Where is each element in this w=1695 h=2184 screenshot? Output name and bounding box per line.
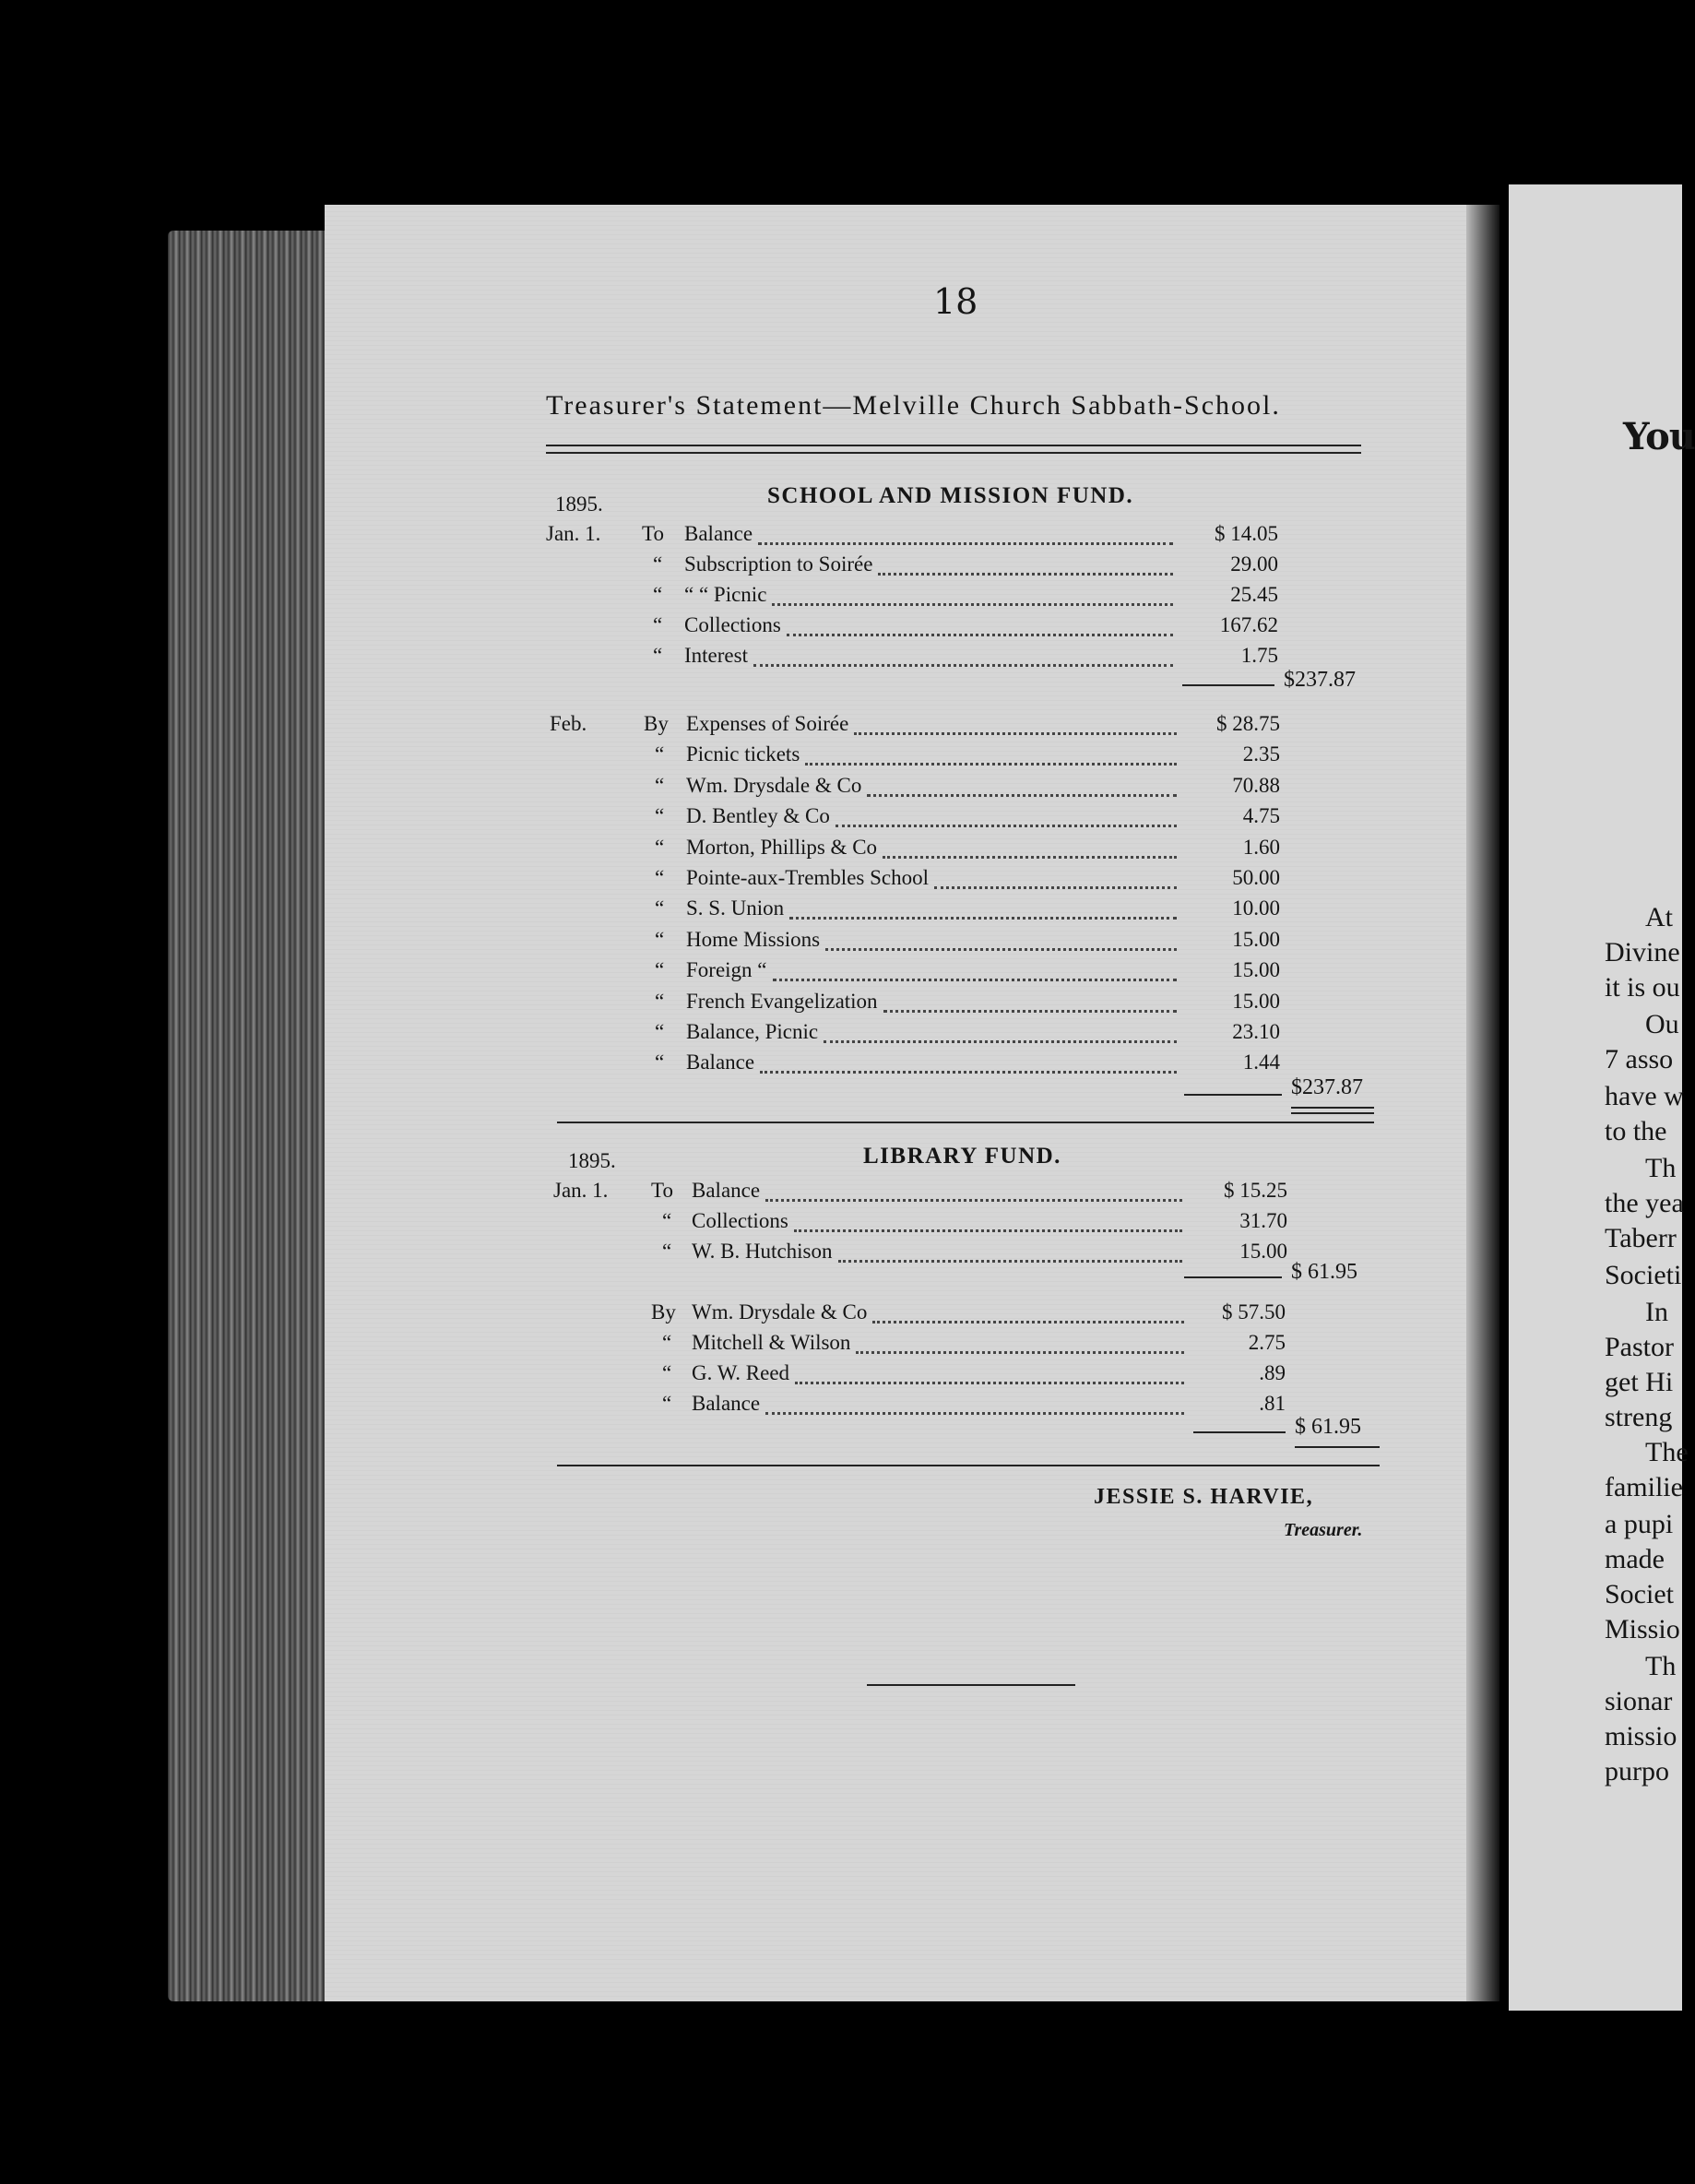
ledger-prefix: “ [655, 1020, 665, 1043]
ledger-leader-dots [838, 1260, 1183, 1263]
facing-page-line: familie [1605, 1472, 1683, 1502]
ledger-amount: 70.88 [1232, 773, 1280, 797]
ledger-prefix: “ [655, 896, 665, 920]
ledger-amount: 29.00 [1230, 552, 1278, 576]
ledger-leader-dots [787, 634, 1173, 636]
school-receipts-total: $237.87 [1284, 668, 1356, 692]
school-total-double-rule-1 [1291, 1107, 1374, 1109]
facing-page-line: Societ [1605, 1579, 1674, 1609]
ledger-leader-dots [825, 948, 1177, 951]
facing-page-line: At [1645, 902, 1673, 932]
ledger-leader-dots [934, 886, 1177, 889]
ledger-label: Wm. Drysdale & Co [692, 1300, 868, 1323]
section-divider [557, 1122, 1374, 1123]
ledger-leader-dots [765, 1199, 1182, 1202]
ledger-label: Home Missions [686, 927, 821, 951]
ledger-amount: 25.45 [1230, 583, 1278, 606]
school-payments-total: $237.87 [1291, 1075, 1363, 1099]
ledger-leader-dots [824, 1040, 1177, 1043]
ledger-amount: 15.00 [1232, 927, 1280, 951]
facing-page-line: to the [1605, 1116, 1667, 1146]
ledger-row [0, 836, 1682, 867]
ledger-row [0, 866, 1682, 897]
library-receipts-total-rule [1184, 1276, 1282, 1278]
ledger-prefix: “ [655, 958, 665, 982]
library-payments-total: $ 61.95 [1295, 1415, 1361, 1439]
ledger-label: Balance [692, 1392, 761, 1415]
ledger-leader-dots [883, 856, 1177, 859]
ledger-leader-dots [758, 542, 1173, 545]
facing-page-line: purpo [1605, 1756, 1669, 1786]
ledger-prefix: By [644, 712, 669, 735]
facing-page-line: Pastor [1605, 1332, 1674, 1362]
facing-page [1509, 184, 1695, 2011]
ledger-date: Feb. [550, 712, 587, 735]
facing-page-header: You [1623, 415, 1695, 458]
ledger-leader-dots [765, 1412, 1184, 1415]
ledger-amount: .81 [1259, 1392, 1286, 1415]
ledger-row [0, 1240, 1682, 1271]
ledger-leader-dots [878, 573, 1173, 576]
ledger-prefix: “ [655, 866, 665, 889]
ledger-amount: 15.00 [1232, 989, 1280, 1013]
ledger-leader-dots [772, 603, 1173, 606]
ledger-prefix: “ [655, 927, 665, 951]
book-page-edges [168, 231, 338, 2001]
ledger-row [0, 552, 1682, 584]
ledger-amount: 1.44 [1242, 1050, 1280, 1074]
ledger-label: W. B. Hutchison [692, 1240, 833, 1263]
page-number: 18 [933, 281, 978, 322]
library-receipts-total: $ 61.95 [1291, 1260, 1357, 1284]
library-end-rule [557, 1465, 1380, 1466]
facing-page-line: missio [1605, 1721, 1677, 1751]
ledger-amount: .89 [1259, 1361, 1286, 1384]
treasurer-name: JESSIE S. HARVIE, [1094, 1485, 1314, 1509]
ledger-label: S. S. Union [686, 896, 785, 920]
ledger-row [0, 1300, 1682, 1332]
facing-page-line: 7 asso [1605, 1044, 1674, 1074]
ledger-label: D. Bentley & Co [686, 804, 830, 828]
treasurer-title: Treasurer. [1284, 1520, 1363, 1540]
ledger-row [0, 928, 1682, 959]
ledger-row [0, 1050, 1682, 1082]
ledger-amount: 15.00 [1232, 958, 1280, 982]
ledger-row [0, 1392, 1682, 1423]
ledger-prefix: To [642, 522, 664, 545]
ledger-label: Wm. Drysdale & Co [686, 773, 862, 797]
ledger-prefix: “ [662, 1209, 672, 1232]
ledger-row [0, 1361, 1682, 1393]
ledger-row [0, 583, 1682, 614]
ledger-amount: 1.75 [1240, 644, 1278, 667]
closing-rule [867, 1684, 1075, 1686]
facing-page-line: a pupi [1605, 1509, 1674, 1539]
ledger-prefix: “ [655, 773, 665, 797]
ledger-leader-dots [856, 1351, 1184, 1354]
ledger-leader-dots [760, 1071, 1177, 1074]
ledger-prefix: “ [655, 742, 665, 766]
ledger-label: “ “ Picnic [684, 583, 767, 606]
ledger-amount: $ 15.25 [1224, 1179, 1287, 1202]
ledger-prefix: “ [662, 1361, 672, 1384]
ledger-amount: 1.60 [1242, 835, 1280, 859]
facing-page-line: made [1605, 1544, 1665, 1574]
facing-page-line: Societi [1605, 1260, 1682, 1290]
ledger-row [0, 804, 1682, 836]
library-total-double-rule-1 [1295, 1446, 1380, 1448]
ledger-row [0, 644, 1682, 675]
title-part-2: Melville Church Sabbath-School. [852, 390, 1281, 421]
ledger-label: Mitchell & Wilson [692, 1331, 851, 1354]
ledger-prefix: “ [662, 1240, 672, 1263]
ledger-amount: $ 14.05 [1215, 522, 1278, 545]
facing-page-line: Th [1645, 1651, 1677, 1681]
ledger-label: Balance [684, 522, 753, 545]
ledger-label: Subscription to Soirée [684, 552, 873, 576]
facing-page-line: In [1645, 1297, 1668, 1327]
ledger-row [0, 1331, 1682, 1362]
facing-page-line: have w [1605, 1081, 1684, 1111]
ledger-row [0, 1209, 1682, 1240]
ledger-leader-dots [854, 732, 1177, 735]
ledger-prefix: “ [655, 989, 665, 1013]
ledger-label: Balance, Picnic [686, 1020, 819, 1043]
facing-page-line: Ou [1645, 1009, 1679, 1039]
ledger-label: Pointe-aux-Trembles School [686, 866, 929, 889]
ledger-amount: 23.10 [1232, 1020, 1280, 1043]
ledger-amount: 2.75 [1248, 1331, 1286, 1354]
ledger-leader-dots [773, 979, 1177, 981]
title-separator: — [823, 390, 853, 421]
book-gutter [1466, 205, 1499, 2001]
ledger-prefix: “ [662, 1392, 672, 1415]
ledger-leader-dots [883, 1010, 1177, 1013]
ledger-amount: 2.35 [1242, 742, 1280, 766]
ledger-leader-dots [789, 917, 1177, 920]
facing-page-line: Taberr [1605, 1223, 1677, 1253]
library-payments-total-rule [1193, 1431, 1286, 1433]
ledger-label: French Evangelization [686, 989, 878, 1013]
school-receipts-total-rule [1182, 684, 1274, 686]
ledger-leader-dots [836, 825, 1177, 827]
school-total-double-rule-2 [1291, 1112, 1374, 1114]
ledger-label: Interest [684, 644, 748, 667]
ledger-row [0, 896, 1682, 928]
ledger-prefix: “ [653, 644, 663, 667]
ledger-leader-dots [805, 763, 1177, 766]
statement-title [546, 390, 1281, 421]
ledger-row [0, 990, 1682, 1021]
ledger-date: Jan. 1. [546, 522, 601, 545]
ledger-prefix: “ [662, 1331, 672, 1354]
school-payments-total-rule [1184, 1094, 1282, 1096]
title-rule-bottom [546, 452, 1361, 454]
ledger-row [0, 712, 1682, 743]
ledger-leader-dots [753, 664, 1173, 667]
ledger-prefix: “ [653, 552, 663, 576]
ledger-row [0, 1020, 1682, 1051]
ledger-row [0, 613, 1682, 645]
title-rule-top [546, 445, 1361, 446]
ledger-row [0, 742, 1682, 774]
ledger-amount: 31.70 [1239, 1209, 1287, 1232]
ledger-amount: 10.00 [1232, 896, 1280, 920]
ledger-amount: $ 57.50 [1222, 1300, 1286, 1323]
ledger-label: Expenses of Soirée [686, 712, 849, 735]
ledger-label: Foreign “ [686, 958, 767, 982]
ledger-date: Jan. 1. [553, 1179, 609, 1202]
facing-page-line: get Hi [1605, 1367, 1674, 1397]
ledger-prefix: To [651, 1179, 673, 1202]
ledger-row [0, 774, 1682, 805]
ledger-prefix: “ [653, 613, 663, 636]
facing-page-line: The [1645, 1437, 1689, 1467]
facing-page-line: it is ou [1605, 972, 1680, 1003]
ledger-label: G. W. Reed [692, 1361, 790, 1384]
ledger-leader-dots [794, 1229, 1182, 1232]
ledger-leader-dots [795, 1382, 1184, 1384]
ledger-label: Balance [686, 1050, 755, 1074]
ledger-amount: 4.75 [1242, 804, 1280, 828]
ledger-leader-dots [872, 1321, 1184, 1323]
ledger-row [0, 1179, 1682, 1210]
ledger-amount: 50.00 [1232, 866, 1280, 889]
school-fund-year: 1895. [555, 493, 603, 516]
library-fund-heading: LIBRARY FUND. [863, 1144, 1061, 1169]
facing-page-line: sionar [1605, 1686, 1673, 1716]
ledger-prefix: “ [655, 835, 665, 859]
facing-page-line: Missio [1605, 1614, 1680, 1644]
ledger-row [0, 522, 1682, 553]
ledger-amount: $ 28.75 [1216, 712, 1280, 735]
library-fund-year: 1895. [568, 1149, 616, 1172]
ledger-leader-dots [867, 794, 1177, 797]
ledger-label: Balance [692, 1179, 761, 1202]
facing-page-line: the yea [1605, 1188, 1684, 1218]
ledger-amount: 15.00 [1239, 1240, 1287, 1263]
ledger-prefix: “ [655, 1050, 665, 1074]
left-page [325, 205, 1487, 2001]
facing-page-line: streng [1605, 1402, 1673, 1432]
ledger-label: Morton, Phillips & Co [686, 835, 878, 859]
ledger-prefix: “ [655, 804, 665, 828]
facing-page-line: Divine [1605, 937, 1680, 967]
ledger-prefix: “ [653, 583, 663, 606]
school-fund-heading: SCHOOL AND MISSION FUND. [767, 483, 1134, 508]
facing-page-line: Th [1645, 1153, 1677, 1183]
ledger-amount: 167.62 [1219, 613, 1278, 636]
ledger-label: Collections [692, 1209, 788, 1232]
ledger-row [0, 958, 1682, 990]
title-part-1: Treasurer's Statement [546, 390, 824, 421]
ledger-prefix: By [651, 1300, 676, 1323]
ledger-label: Collections [684, 613, 781, 636]
ledger-label: Picnic tickets [686, 742, 800, 766]
